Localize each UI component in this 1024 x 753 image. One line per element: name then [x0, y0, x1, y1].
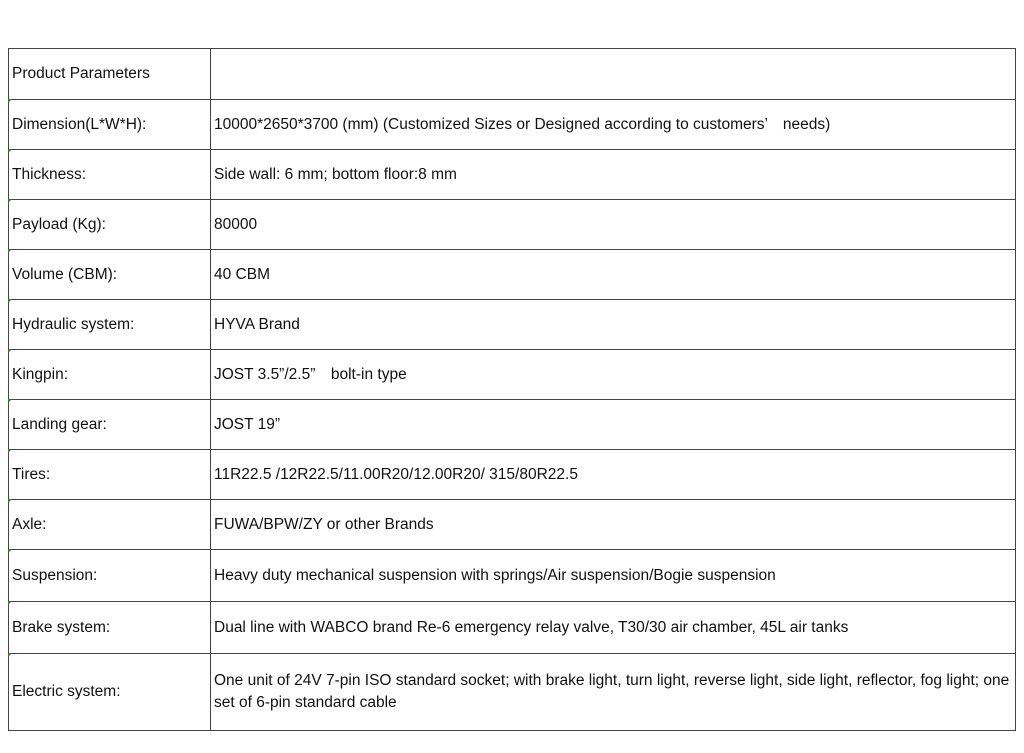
row-hydraulic-system: [9, 300, 1016, 350]
param-value: FUWA/BPW/ZY or other Brands: [211, 500, 1016, 550]
row-kingpin: [9, 350, 1016, 400]
param-label: Axle:: [9, 500, 211, 550]
param-value: Dual line with WABCO brand Re-6 emergency relay valve, T30/30 air chamber, 45L air tanks: [211, 602, 1016, 654]
row-suspension: [9, 550, 1016, 602]
param-label: Brake system:: [9, 602, 211, 654]
param-value: JOST 3.5”/2.5” bolt-in type: [211, 350, 1016, 400]
param-value: HYVA Brand: [211, 300, 1016, 350]
param-value: Side wall: 6 mm; bottom floor:8 mm: [211, 150, 1016, 200]
param-value: 10000*2650*3700 (mm) (Customized Sizes or Designed according to customers’ needs): [211, 100, 1016, 150]
param-label: Volume (CBM):: [9, 250, 211, 300]
param-label: Electric system:: [9, 654, 211, 731]
param-value: Heavy duty mechanical suspension with springs/Air suspension/Bogie suspension: [211, 550, 1016, 602]
param-value: 40 CBM: [211, 250, 1016, 300]
table-header-row: [9, 49, 1016, 100]
table-header-empty-cell: [211, 49, 1016, 100]
table-header-cell: Product Parameters: [9, 49, 211, 100]
param-label: Kingpin:: [9, 350, 211, 400]
row-volume: [9, 250, 1016, 300]
product-parameters-table: [8, 48, 1016, 731]
param-label: Suspension:: [9, 550, 211, 602]
row-payload: [9, 200, 1016, 250]
row-tires: [9, 450, 1016, 500]
param-value: 11R22.5 /12R22.5/11.00R20/12.00R20/ 315/80R22.5: [211, 450, 1016, 500]
row-dimension: [9, 100, 1016, 150]
param-label: Hydraulic system:: [9, 300, 211, 350]
param-label: Tires:: [9, 450, 211, 500]
row-axle: [9, 500, 1016, 550]
row-electric-system: [9, 654, 1016, 731]
param-label: Dimension(L*W*H):: [9, 100, 211, 150]
param-value: 80000: [211, 200, 1016, 250]
param-label: Thickness:: [9, 150, 211, 200]
row-thickness: [9, 150, 1016, 200]
param-value: JOST 19”: [211, 400, 1016, 450]
param-value: One unit of 24V 7-pin ISO standard socket; with brake light, turn light, reverse light, side light, reflector, fog light; one set of 6-pin standard cable: [211, 654, 1016, 731]
row-landing-gear: [9, 400, 1016, 450]
row-brake-system: [9, 602, 1016, 654]
param-label: Landing gear:: [9, 400, 211, 450]
param-label: Payload (Kg):: [9, 200, 211, 250]
